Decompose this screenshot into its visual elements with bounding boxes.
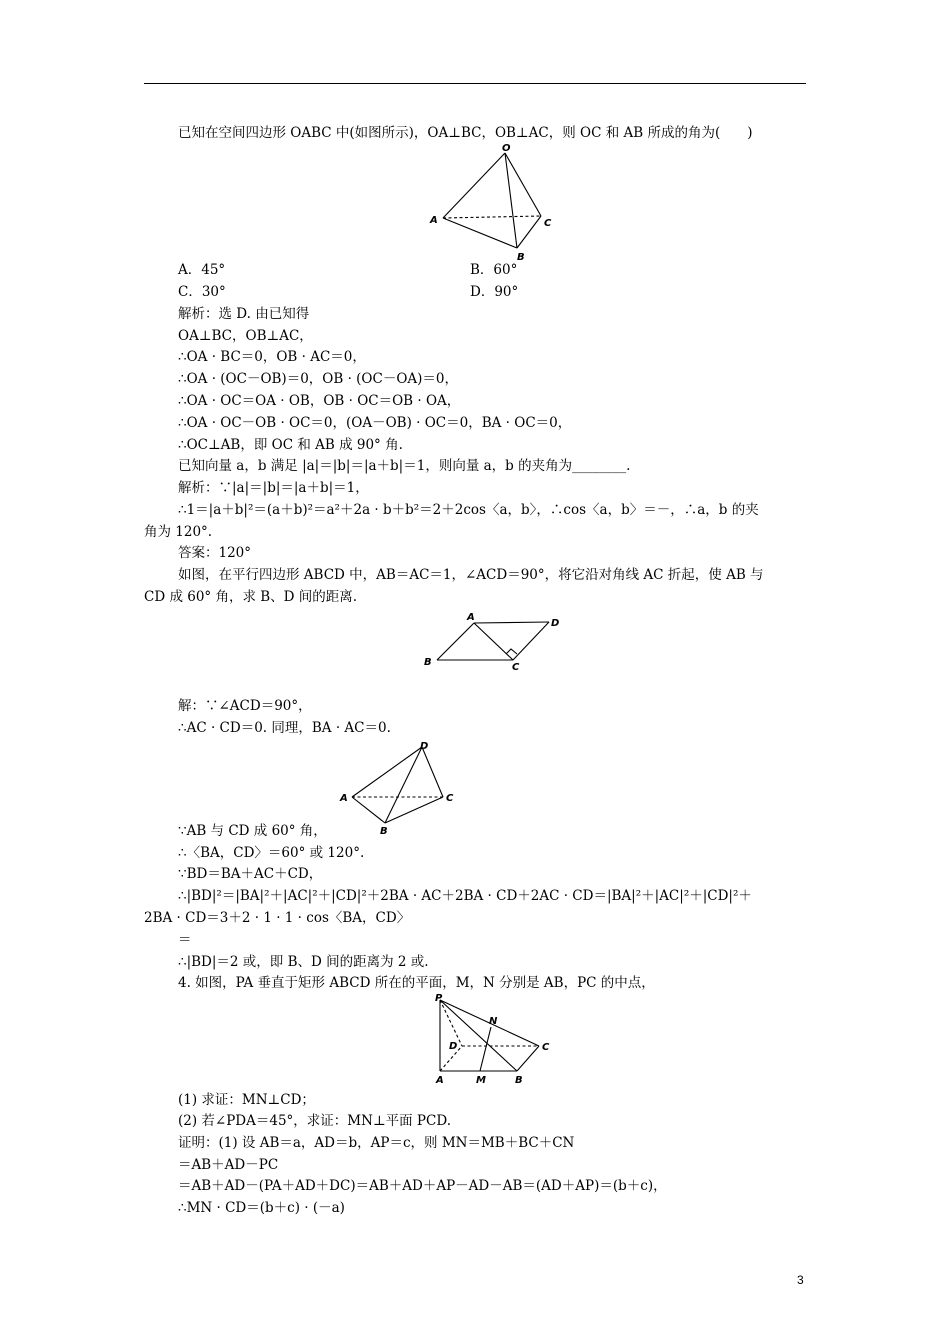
option-c: C．30°: [178, 284, 226, 300]
solution-line: ∴|BD|＝2 或，即 B、D 间的距离为 2 或.: [178, 954, 429, 970]
solution-line: ＝: [178, 932, 192, 948]
part-1: (1) 求证：MN⊥CD；: [178, 1092, 315, 1108]
solution-line: ∴|BD|²＝|BA|²＋|AC|²＋|CD|²＋2BA · AC＋2BA · CD＋2AC · CD＝|BA|²＋|AC|²＋|CD|²＋: [178, 888, 752, 904]
solution-line: 2BA · CD＝3＋2 · 1 · 1 · cos〈BA，CD〉: [144, 910, 411, 926]
question-2: 已知向量 a，b 满足 |a|＝|b|＝|a＋b|＝1，则向量 a，b 的夹角为________.: [178, 458, 631, 474]
label-a: A: [430, 215, 438, 226]
label-b: B: [380, 826, 388, 837]
label-c: C: [512, 662, 520, 673]
solution-line: OA⊥BC，OB⊥AC，: [178, 328, 313, 344]
solution-line: ∴OA · BC＝0，OB · AC＝0，: [178, 349, 366, 365]
solution-line: ∴1＝|a＋b|²＝(a＋b)²＝a²＋2a · b＋b²＝2＋2cos〈a，b〉，∴cos〈a，b〉＝－，∴a，b 的夹: [178, 502, 759, 518]
label-c: C: [544, 218, 552, 229]
solution-line: ∴〈BA，CD〉＝60° 或 120°.: [178, 845, 365, 861]
folded-tetrahedron-figure: [335, 737, 465, 837]
label-m: M: [476, 1075, 486, 1086]
header-rule: [144, 83, 806, 84]
question-1: 已知在空间四边形 OABC 中(如图所示)，OA⊥BC，OB⊥AC，则 OC 和 AB 所成的角为( ): [178, 125, 753, 141]
label-b: B: [515, 1075, 523, 1086]
solution-line: ∴OA · OC＝OA · OB，OB · OC＝OB · OA，: [178, 393, 461, 409]
option-d: D．90°: [470, 284, 519, 300]
label-b: B: [424, 657, 432, 668]
solution-line: 角为 120°.: [144, 524, 213, 540]
solution-line: 解析：∵|a|＝|b|＝|a＋b|＝1，: [178, 480, 369, 496]
label-a: A: [467, 612, 475, 623]
parallelogram-figure: [420, 608, 570, 672]
label-o: O: [502, 143, 511, 154]
label-b: B: [517, 252, 525, 263]
question-3: 如图，在平行四边形 ABCD 中，AB＝AC＝1，∠ACD＝90°，将它沿对角线 AC 折起，使 AB 与: [178, 567, 764, 583]
solution-line: ∴OA · (OC－OB)＝0，OB · (OC－OA)＝0，: [178, 371, 458, 387]
label-c: C: [542, 1042, 550, 1053]
tetrahedron-oabc-figure: [425, 140, 565, 262]
proof-line: 证明：(1) 设 AB＝a，AD＝b，AP＝c，则 MN＝MB＋BC＋CN: [178, 1135, 575, 1151]
answer-line: 答案：120°: [178, 545, 252, 561]
label-a: A: [436, 1075, 444, 1086]
option-a: A．45°: [178, 262, 226, 278]
part-2: (2) 若∠PDA＝45°，求证：MN⊥平面 PCD.: [178, 1113, 451, 1129]
solution-line: ∴AC · CD＝0. 同理，BA · AC＝0.: [178, 720, 391, 736]
solution-line: 解：∵∠ACD＝90°，: [178, 698, 312, 714]
solution-line: ∵AB 与 CD 成 60° 角，: [178, 823, 327, 839]
label-d: D: [551, 618, 560, 629]
question-4: 4. 如图，PA 垂直于矩形 ABCD 所在的平面，M，N 分别是 AB，PC 的中点，: [178, 975, 655, 991]
proof-line: ＝AB＋AD－(PA＋AD＋DC)＝AB＋AD＋AP－AD－AB＝(AD＋AP)＝(b＋c)，: [178, 1178, 667, 1194]
label-d: D: [449, 1041, 458, 1052]
label-n: N: [489, 1016, 498, 1027]
pyramid-figure: [425, 992, 565, 1088]
page-number: 3: [797, 1273, 804, 1287]
proof-line: ∴MN · CD＝(b＋c) · (－a): [178, 1200, 345, 1216]
label-c: C: [446, 793, 454, 804]
label-d: D: [420, 741, 429, 752]
label-p: P: [435, 993, 443, 1004]
question-3: CD 成 60° 角，求 B、D 间的距离.: [144, 589, 358, 605]
proof-line: ＝AB＋AD－PC: [178, 1157, 279, 1173]
solution-line: 解析：选 D. 由已知得: [178, 306, 310, 322]
label-a: A: [340, 793, 348, 804]
solution-line: ∴OC⊥AB，即 OC 和 AB 成 90° 角.: [178, 437, 403, 453]
option-b: B．60°: [470, 262, 518, 278]
solution-line: ∴OA · OC－OB · OC＝0，(OA－OB) · OC＝0，BA · OC＝0，: [178, 415, 572, 431]
solution-line: ∵BD＝BA＋AC＋CD，: [178, 866, 323, 882]
